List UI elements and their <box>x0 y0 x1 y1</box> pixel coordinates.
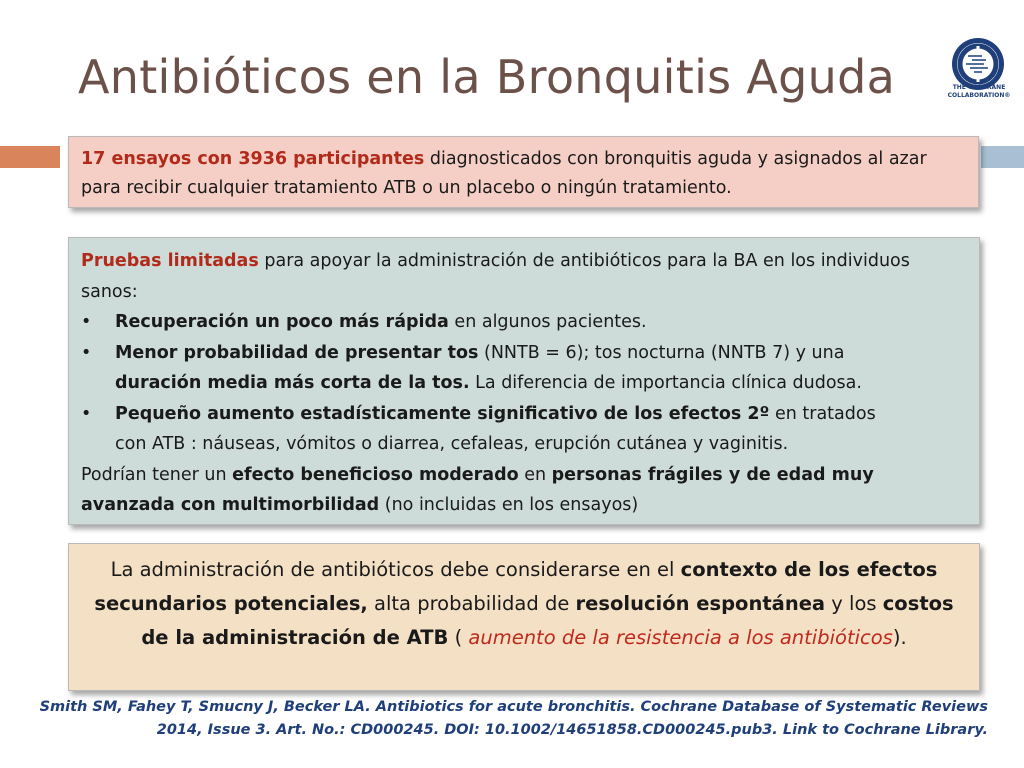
bullet-2-text-2: La diferencia de importancia clínica dudosa. <box>469 373 862 393</box>
study-count-highlight: 17 ensayos con 3936 participantes <box>81 149 425 169</box>
study-summary-text: diagnosticados con bronquitis aguda y asignados al azar para recibir cualquier tratamiento ATB o un placebo o ningún tratamiento. <box>81 149 927 198</box>
evidence-bullet-3 <box>81 399 967 430</box>
slide-title: Antibióticos en la Bronquitis Aguda <box>78 50 896 104</box>
bullet-marker: • <box>81 342 92 363</box>
bullet-3-bold: Pequeño aumento estadísticamente significativo de los efectos 2º <box>115 403 770 424</box>
evidence-intro-highlight: Pruebas limitadas <box>81 251 259 271</box>
logo-text-line2: COLLABORATION® <box>947 92 1011 99</box>
logo-text <box>944 84 1014 100</box>
rec-text-4: ( <box>448 626 469 649</box>
accent-bar-right <box>981 146 1024 168</box>
bullet-marker: • <box>81 403 92 424</box>
study-summary-box <box>68 136 979 208</box>
evidence-intro-text: para apoyar la administración de antibióticos para la BA en los individuos sanos: <box>81 251 910 302</box>
bullet-2-bold-2: duración media más corta de la tos. <box>115 373 470 393</box>
recommendation-box <box>68 543 980 691</box>
rec-resistance-text: aumento de la resistencia a los antibióticos <box>468 626 893 649</box>
evidence-bullet-1 <box>81 307 967 338</box>
conclusion-bold-2: personas frágiles y de edad muy avanzada con multimorbilidad <box>81 464 874 515</box>
evidence-bullet-3-cont: con ATB : náuseas, vómitos o diarrea, cefaleas, erupción cutánea y vaginitis. <box>115 434 789 454</box>
rec-bold-3: costos de la administración de ATB <box>141 592 954 649</box>
rec-bold-1: contexto de los efectos secundarios potenciales, <box>94 558 938 615</box>
evidence-bullet-2 <box>81 338 967 369</box>
citation-line-2: 2014, Issue 3. Art. No.: CD000245. DOI: 10.1002/14651858.CD000245.pub3. Link to Cochrane Library. <box>156 722 988 738</box>
conclusion-bold-1: efecto beneficioso moderado <box>232 464 519 485</box>
conclusion-text-3: (no incluidas en los ensayos) <box>379 495 639 515</box>
bullet-marker: • <box>81 312 92 332</box>
bullet-2-text: (NNTB = 6); tos nocturna (NNTB 7) y una <box>478 342 845 363</box>
evidence-intro <box>81 246 967 307</box>
bullet-2-bold: Menor probabilidad de presentar tos <box>115 342 479 363</box>
conclusion-text-2: en <box>518 464 552 485</box>
rec-text-1: La administración de antibióticos debe considerarse en el <box>110 558 681 581</box>
conclusion-text-1: Podrían tener un <box>81 464 233 485</box>
rec-bold-2: resolución espontánea <box>575 592 826 615</box>
citation-line-1: Smith SM, Fahey T, Smucny J, Becker LA. Antibiotics for acute bronchitis. Cochrane Database of Systematic Reviews <box>39 699 988 715</box>
bullet-1-text: en algunos pacientes. <box>448 312 647 332</box>
evidence-conclusion <box>81 460 967 521</box>
rec-text-2: alta probabilidad de <box>367 592 576 615</box>
bullet-3-text: en tratados <box>769 403 876 424</box>
evidence-bullet-2-cont <box>81 368 967 399</box>
rec-text-3: y los <box>825 592 883 615</box>
accent-bar-left <box>0 146 60 168</box>
bullet-1-bold: Recuperación un poco más rápida <box>115 312 449 332</box>
evidence-box <box>68 237 980 525</box>
citation <box>40 696 988 742</box>
logo-text-line1: THE COCHRANE <box>952 84 1006 91</box>
rec-text-5: ). <box>892 626 907 649</box>
